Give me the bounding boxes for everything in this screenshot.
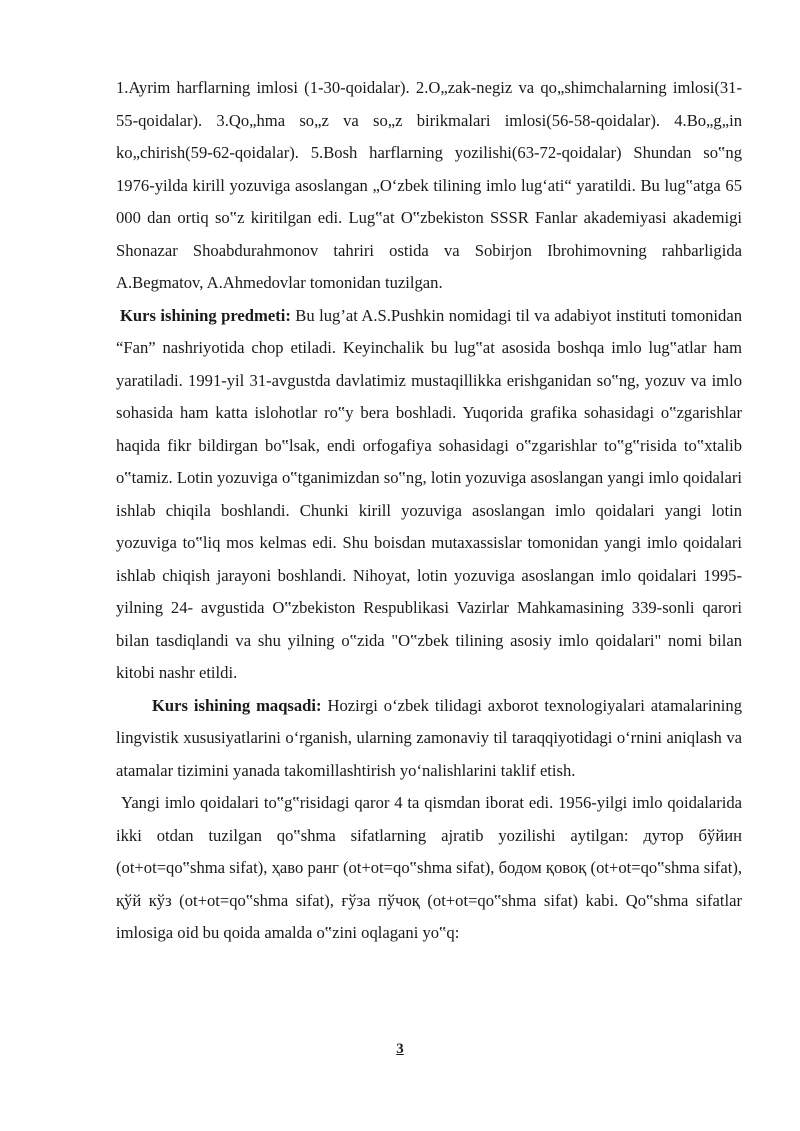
page-number: 3 — [396, 1041, 404, 1057]
subject-heading: Kurs ishining predmeti: — [120, 305, 291, 325]
paragraph-intro — [116, 72, 742, 300]
paragraph-text: Bu lug’at A.S.Pushkin nomidagi til va adabiyot instituti tomonidan “Fan” nashriyotida chop etiladi. Keyinchalik bu lug‟at asosida boshqa imlo lug‟atlar ham yaratiladi. 1991-yil 31-avgustda davlatimiz mustaqillikka erishganidan so‟ng, yozuv va imlo sohasida ham katta islohotlar ro‟y bera boshladi. Yuqorida grafika sohasidagi o‟zgarishlar haqida fikr bildirgan bo‟lsak, endi orfogafiya sohasidagi o‟zgarishlar to‟g‟risida to‟xtalib o‟tamiz. Lotin yozuviga o‟tganimizdan so‟ng, lotin yozuviga asoslangan yangi imlo qoidalari ishlab chiqila boshlandi. Chunki kirill yozuviga asoslangan imlo qoidalari yangi lotin yozuviga to‟liq mos kelmas edi. Shu boisdan mutaxassislar tomonidan yangi imlo qoidalari ishlab chiqish jarayoni boshlandi. Nihoyat, lotin yozuviga asoslangan imlo qoidalari 1995-yilning 24- avgustida O‟zbekiston Respublikasi Vazirlar Mahkamasining 339-sonli qarori bilan tasdiqlandi va shu yilning o‟zida "O‟zbek tilining asosiy imlo qoidalari" nomi bilan kitobi nashr etildi. — [116, 305, 742, 682]
paragraph-goal — [116, 690, 742, 788]
paragraph-subject — [116, 300, 742, 690]
paragraph-text: Hozirgi o‘zbek tilidagi axborot texnologiyalari atamalarining lingvistik xususiyatlarini o‘rganish, ularning zamonaviy til taraqqiyotidagi o‘rnini aniqlash va atamalar tizimini yanada takomillashtirish yo‘nalishlarini taklif etish. — [116, 695, 742, 780]
paragraph-text: Yangi imlo qoidalari to‟g‟risidagi qaror 4 ta qismdan iborat edi. 1956-yilgi imlo qoidalarida ikki otdan tuzilgan qo‟shma sifatlarning ajratib yozilishi aytilgan: дутор бўйин (ot+ot=qo‟shma sifat), ҳаво ранг (ot+ot=qo‟shma sifat), бодом қовоқ (ot+ot=qo‟shma sifat), қўй кўз (ot+ot=qo‟shma sifat), ғўза пўчоқ (ot+ot=qo‟shma sifat) kabi. Qo‟shma sifatlar imlosiga oid bu qoida amalda o‟zini oqlagani yo‟q: — [116, 793, 742, 942]
paragraph-text: 1.Ayrim harflarning imlosi (1-30-qoidalar). 2.O„zak-negiz va qo„shimchalarning imlosi(31-55-qoidalar). 3.Qo„hma so„z va so„z birikmalari imlosi(56-58-qoidalar). 4.Bo„g„in ko„chirish(59-62-qoidalar). 5.Bosh harflarning yozilishi(63-72-qoidalar) Shundan so‟ng 1976-yilda kirill yozuviga asoslangan „O‘zbek tilining imlo lug‘ati“ yaratildi. Bu lug‟atga 65 000 dan ortiq so‟z kiritilgan edi. Lug‟at O‟zbekiston SSSR Fanlar akademiyasi akademigi Shonazar Shoabdurahmonov tahriri ostida va Sobirjon Ibrohimovning rahbarligida A.Begmatov, A.Ahmedovlar tomonidan tuzilgan. — [116, 78, 742, 292]
document-body — [116, 72, 742, 950]
goal-heading: Kurs ishining maqsadi: — [152, 695, 322, 715]
paragraph-rules — [116, 787, 742, 950]
